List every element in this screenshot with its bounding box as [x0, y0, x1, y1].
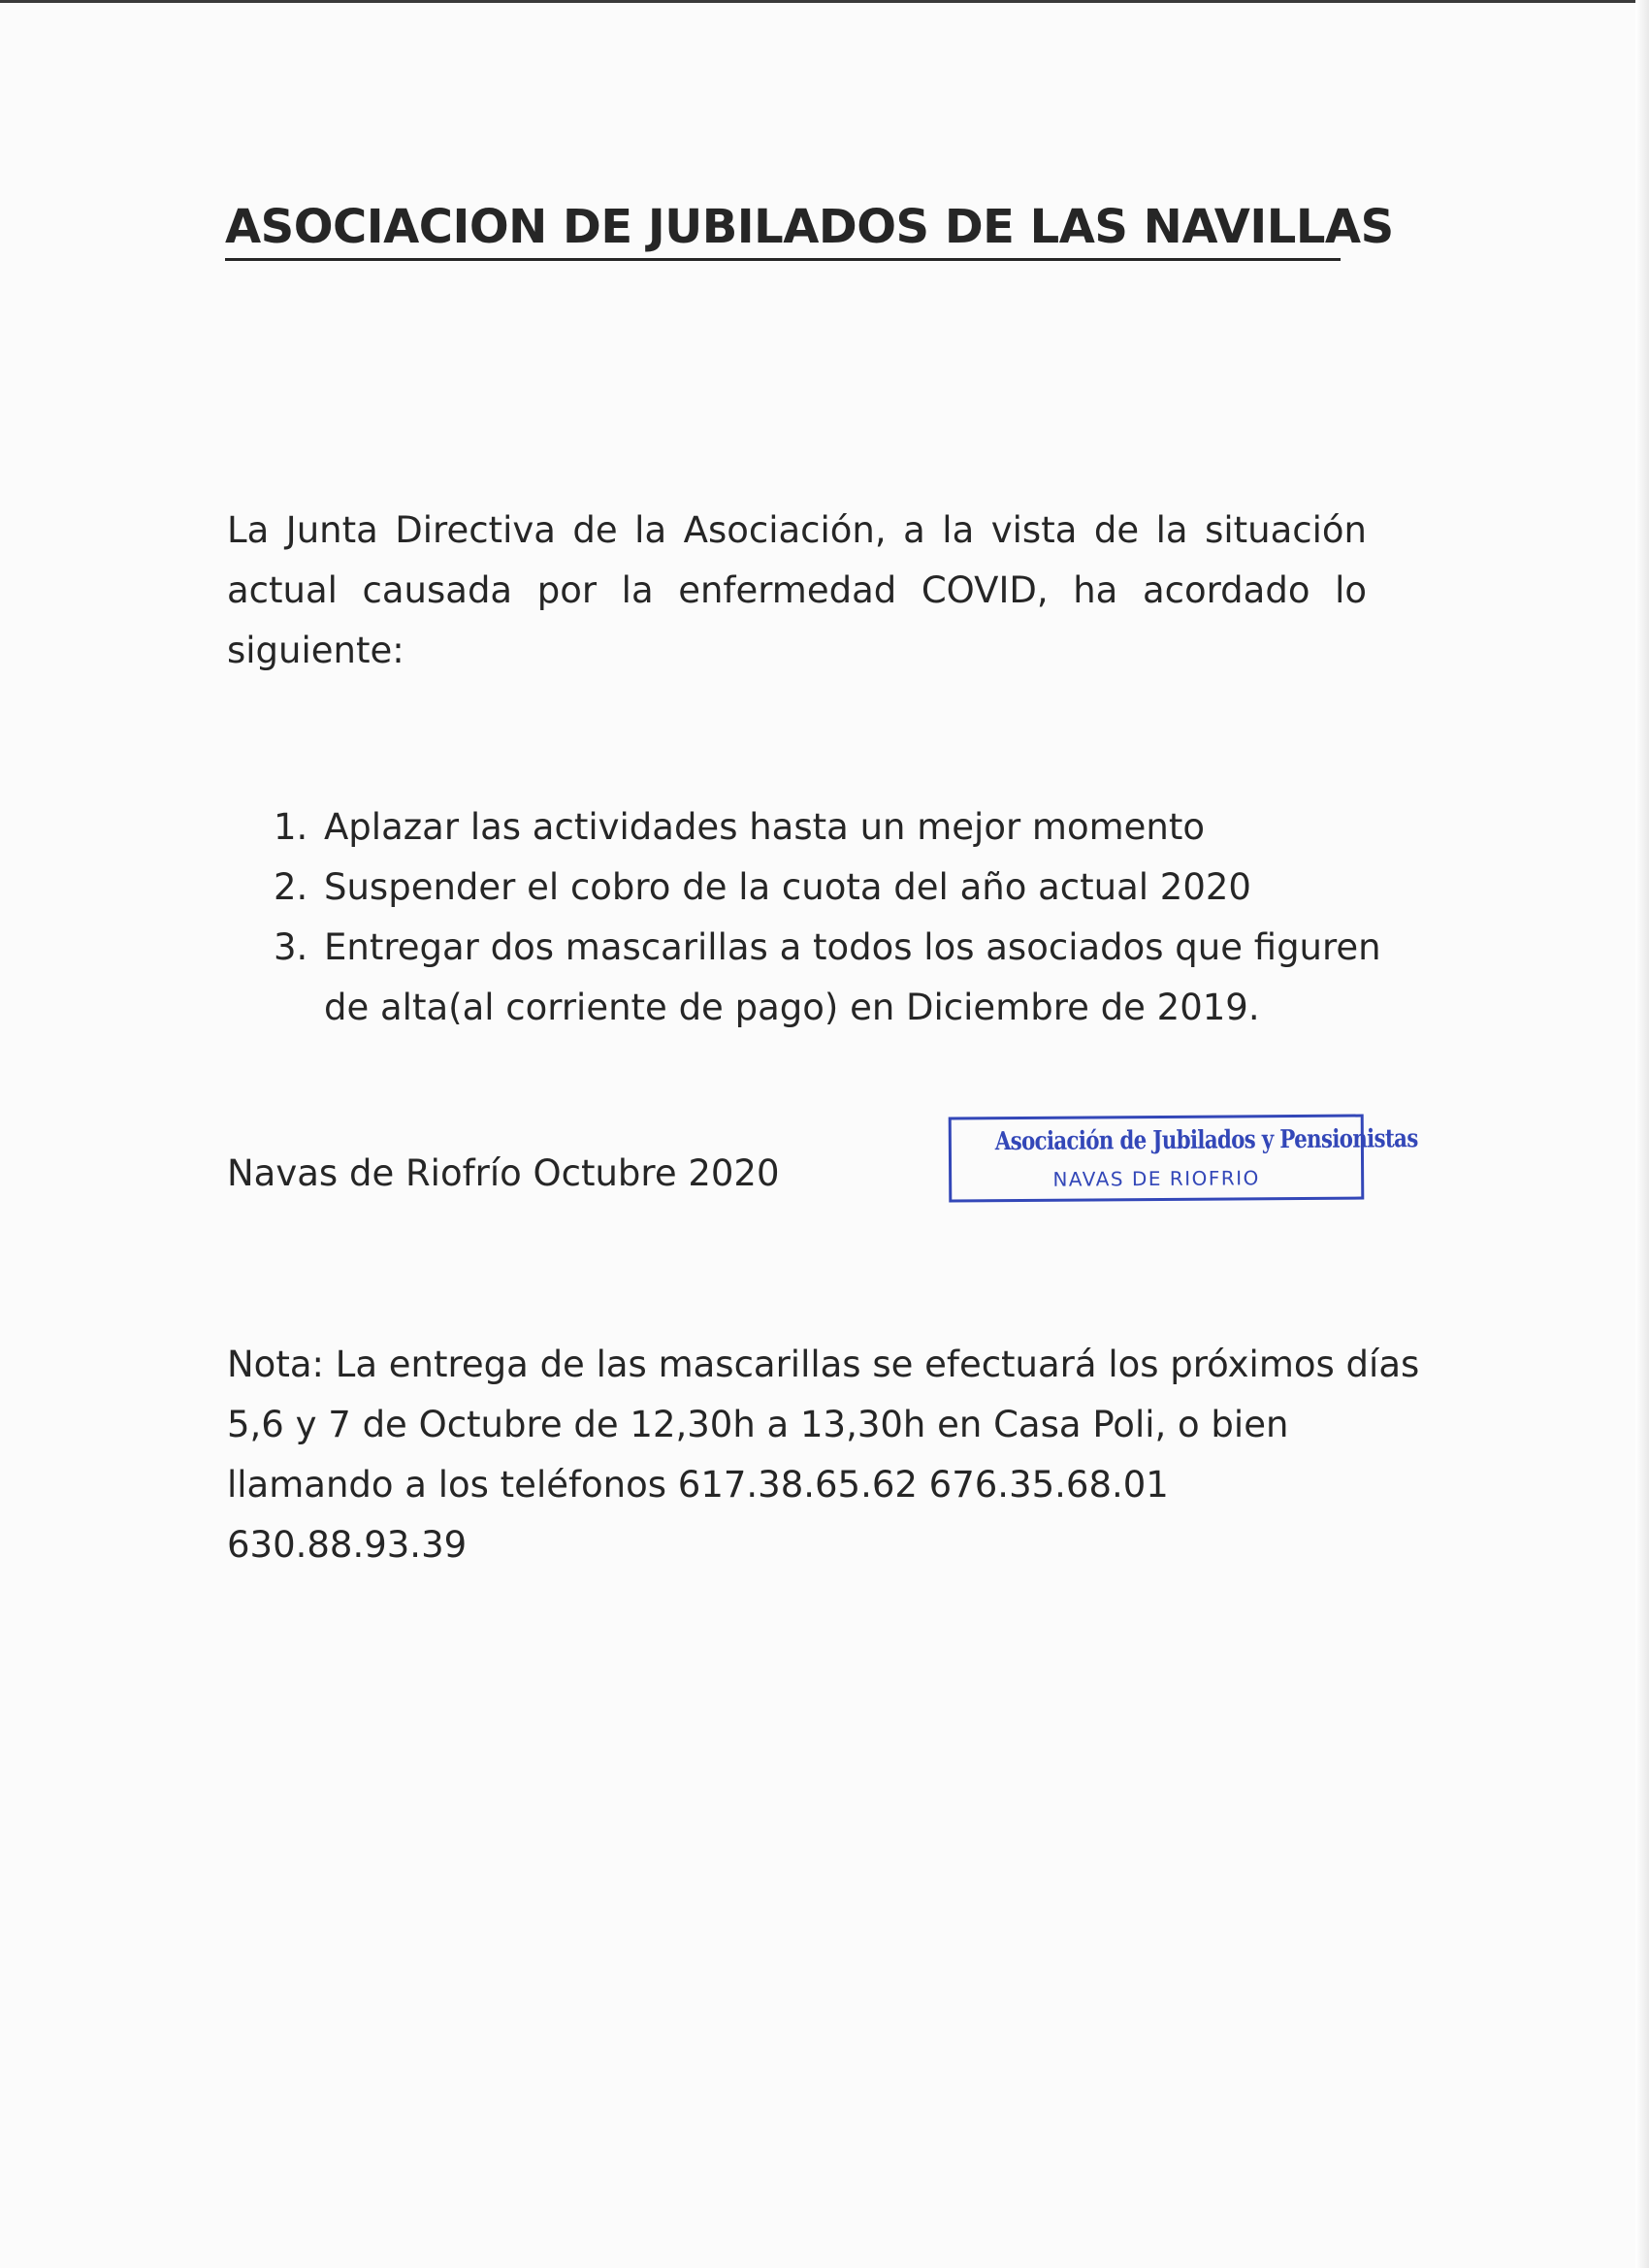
note-paragraph — [227, 1335, 1420, 1575]
list-item — [274, 797, 1368, 858]
intro-paragraph — [227, 501, 1367, 681]
stamp-line-name: Asociación de Jubilados y Pensionistas — [994, 1124, 1418, 1157]
list-item-text: de alta(al corriente de pago) en Diciembre de 2019. — [324, 987, 1260, 1028]
note-line: Nota: La entrega de las mascarillas se efectuará los próximos días — [227, 1344, 1420, 1385]
agreement-list — [274, 797, 1381, 1038]
list-item-text: Entregar dos mascarillas a todos los asociados que figuren — [324, 926, 1381, 968]
note-line: 630.88.93.39 — [227, 1524, 468, 1566]
scan-edge-top — [0, 0, 1649, 3]
place-date: Navas de Riofrío Octubre 2020 — [227, 1152, 780, 1194]
scan-edge-right — [1635, 0, 1649, 2268]
document-title: ASOCIACION DE JUBILADOS DE LAS NAVILLAS — [225, 200, 1341, 261]
list-item-text: Suspender el cobro de la cuota del año actual 2020 — [324, 866, 1251, 908]
list-item-number: 1. — [274, 806, 308, 848]
note-line: llamando a los teléfonos 617.38.65.62 676.35.68.01 — [227, 1464, 1169, 1506]
list-item-number: 2. — [274, 866, 308, 908]
list-item — [274, 858, 1368, 918]
stamp-line-location: NAVAS DE RIOFRIO — [1052, 1166, 1260, 1191]
note-line: 5,6 y 7 de Octubre de 12,30h a 13,30h en Casa Poli, o bien — [227, 1404, 1289, 1445]
intro-line: actual causada por la enfermedad COVID, ha acordado lo — [227, 569, 1367, 611]
intro-line: siguiente: — [227, 630, 404, 671]
association-stamp — [949, 1115, 1418, 1203]
list-item-number: 3. — [274, 926, 308, 968]
list-item — [274, 918, 1381, 1038]
list-item-text: Aplazar las actividades hasta un mejor momento — [324, 806, 1206, 848]
intro-line: La Junta Directiva de la Asociación, a la vista de la situación — [227, 509, 1367, 551]
